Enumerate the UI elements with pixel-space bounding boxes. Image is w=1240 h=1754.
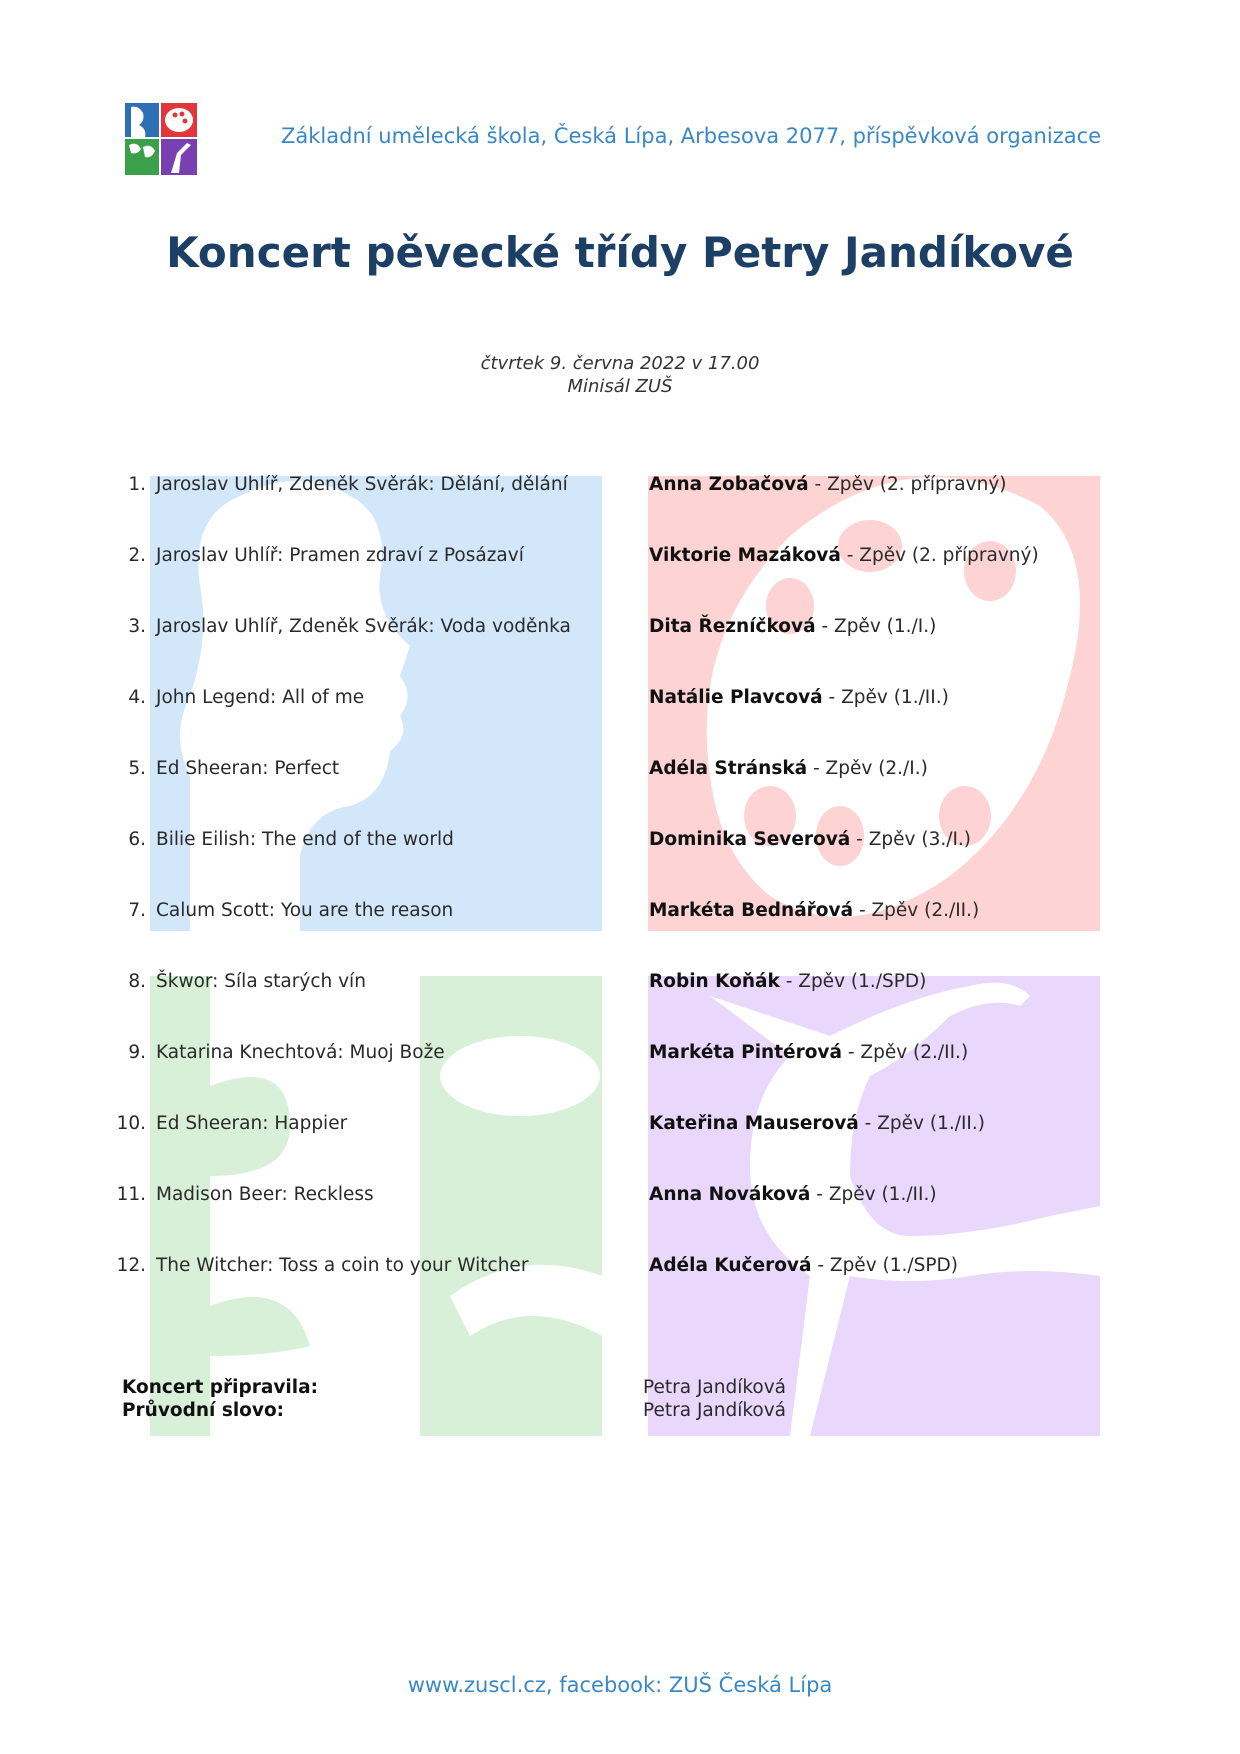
list-item [0,1109,1240,1139]
performer-name: Dominika Severová [649,829,851,850]
performer-name: Markéta Pintérová [649,1042,842,1063]
song-title: Jaroslav Uhlíř, Zdeněk Svěrák: Voda voděnka [156,616,571,637]
song-title: Madison Beer: Reckless [156,1184,374,1205]
performer-detail: - Zpěv (1./II.) [810,1184,937,1205]
performer-name: Adéla Stránská [649,758,808,779]
footer-links[interactable]: www.zuscl.cz, facebook: ZUŠ Česká Lípa [407,1673,833,1697]
list-item [0,612,1240,642]
song-title: Bilie Eilish: The end of the world [156,829,454,850]
performer-name: Anna Zobačová [649,474,809,495]
item-number: 10. [116,1113,146,1134]
prepared-value: Petra Jandíková [643,1377,787,1398]
performer [649,825,971,855]
song-title: Calum Scott: You are the reason [156,900,454,921]
performer [649,1109,985,1139]
song-title: Jaroslav Uhlíř: Pramen zdraví z Posázaví [156,545,524,566]
performer [649,541,1039,571]
performer [649,754,928,784]
list-item [0,1038,1240,1068]
school-name: Základní umělecká škola, Česká Lípa, Arbesova 2077, příspěvková organizace [281,124,1102,148]
list-item [0,754,1240,784]
performer [649,1038,968,1068]
list-item [0,683,1240,713]
list-item [0,896,1240,926]
performer-detail: - Zpěv (1./II.) [822,687,949,708]
item-number: 4. [128,687,146,708]
performer [649,612,936,642]
item-number: 6. [128,829,146,850]
performer-detail: - Zpěv (1./II.) [858,1113,985,1134]
performer-name: Anna Nováková [649,1184,811,1205]
item-number: 1. [128,474,146,495]
song-title: Škwor: Síla starých vín [156,971,366,992]
song-title: The Witcher: Toss a coin to your Witcher [156,1255,529,1276]
list-item [0,541,1240,571]
list-item [0,1180,1240,1210]
performer [649,967,926,997]
song-title: John Legend: All of me [156,687,365,708]
list-item [0,825,1240,855]
performer-name: Robin Koňák [649,971,780,992]
item-number: 2. [128,545,146,566]
event-place: Minisál ZUŠ [567,376,673,397]
list-item [0,967,1240,997]
performer-detail: - Zpěv (2./I.) [807,758,928,779]
performer-detail: - Zpěv (2. přípravný) [808,474,1007,495]
performer-name: Markéta Bednářová [649,900,854,921]
speech-value: Petra Jandíková [643,1400,787,1421]
school-logo [125,103,197,175]
performer-detail: - Zpěv (2./II.) [853,900,980,921]
list-item [0,470,1240,500]
performer-name: Viktorie Mazáková [649,545,841,566]
event-date: čtvrtek 9. června 2022 v 17.00 [480,353,760,374]
page-title: Koncert pěvecké třídy Petry Jandíkové [166,228,1074,277]
performer [649,1251,958,1281]
performer-detail: - Zpěv (1./SPD) [779,971,927,992]
performer-name: Natálie Plavcová [649,687,823,708]
performer [649,470,1006,500]
performer [649,683,949,713]
performer-name: Adéla Kučerová [649,1255,812,1276]
item-number: 5. [128,758,146,779]
list-item [0,1251,1240,1281]
performer-detail: - Zpěv (1./SPD) [811,1255,958,1276]
performer [649,896,979,926]
performer-name: Dita Řezníčková [649,616,816,637]
performer-detail: - Zpěv (1./I.) [815,616,937,637]
event-info [0,352,1240,398]
item-number: 7. [128,900,146,921]
item-number: 3. [128,616,146,637]
performer [649,1180,937,1210]
prepared-label: Koncert připravila: [122,1377,318,1398]
song-title: Ed Sheeran: Happier [156,1113,348,1134]
item-number: 11. [116,1184,146,1205]
performer-detail: - Zpěv (2./II.) [841,1042,969,1063]
speech-label: Průvodní slovo: [122,1400,285,1421]
item-number: 8. [128,971,146,992]
performer-detail: - Zpěv (2. přípravný) [840,545,1039,566]
item-number: 12. [116,1255,146,1276]
song-title: Katarina Knechtová: Muoj Bože [156,1042,445,1063]
performer-name: Kateřina Mauserová [649,1113,859,1134]
song-title: Jaroslav Uhlíř, Zdeněk Svěrák: Dělání, dělání [156,474,568,495]
performer-detail: - Zpěv (3./I.) [850,829,972,850]
song-title: Ed Sheeran: Perfect [156,758,340,779]
item-number: 9. [128,1042,146,1063]
